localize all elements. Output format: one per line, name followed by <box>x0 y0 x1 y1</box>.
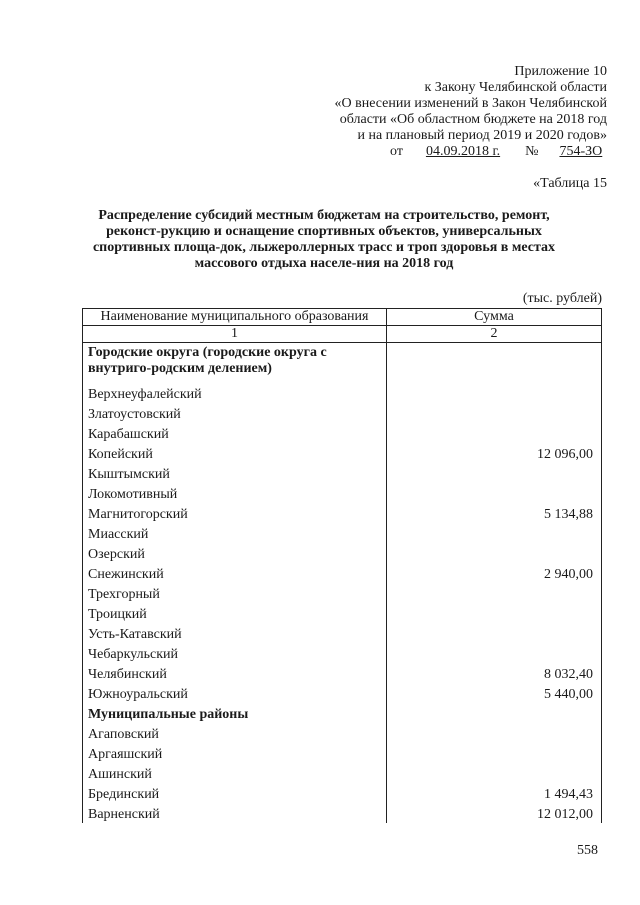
subsidy-amount <box>387 703 602 723</box>
municipality-name: Магнитогорский <box>83 503 387 523</box>
law-name-line-3: и на плановый период 2019 и 2020 годов» <box>357 128 607 143</box>
subsidy-table <box>82 308 602 823</box>
table-row <box>83 383 602 403</box>
municipality-name: Усть-Катавский <box>83 623 387 643</box>
table-row <box>83 543 602 563</box>
municipality-name: Локомотивный <box>83 483 387 503</box>
municipality-name: Троицкий <box>83 603 387 623</box>
unit-label: (тыс. рублей) <box>522 291 602 306</box>
law-date-number <box>390 144 602 160</box>
subsidy-amount <box>387 763 602 783</box>
subsidy-amount <box>387 343 602 384</box>
municipality-name: Челябинский <box>83 663 387 683</box>
municipality-name: Озерский <box>83 543 387 563</box>
table-row <box>83 743 602 763</box>
subsidy-amount: 5 134,88 <box>387 503 602 523</box>
municipality-name: Аргаяшский <box>83 743 387 763</box>
table-row <box>83 503 602 523</box>
table-row <box>83 483 602 503</box>
municipality-name: Снежинский <box>83 563 387 583</box>
municipality-name: Карабашский <box>83 423 387 443</box>
subsidy-amount <box>387 463 602 483</box>
column-number-1: 1 <box>83 326 387 343</box>
municipality-name: Верхнеуфалейский <box>83 383 387 403</box>
municipality-name: Ашинский <box>83 763 387 783</box>
table-row <box>83 763 602 783</box>
municipality-name: Трехгорный <box>83 583 387 603</box>
column-number-2: 2 <box>387 326 602 343</box>
subsidy-amount <box>387 623 602 643</box>
subsidy-amount <box>387 743 602 763</box>
subsidy-amount: 8 032,40 <box>387 663 602 683</box>
number-label: № <box>525 144 539 159</box>
municipality-name: Чебаркульский <box>83 643 387 663</box>
subsidy-amount <box>387 523 602 543</box>
column-header-sum: Сумма <box>387 309 602 326</box>
column-header-name: Наименование муниципального образования <box>83 309 387 326</box>
document-title: Распределение субсидий местным бюджетам на строительство, ремонт, реконст-рукцию и оснащение спортивных объектов, универсальных спортивных площа-док, лыжероллерных трасс и троп здоровья в местах массового отдыха населе-ния на 2018 год <box>92 208 556 271</box>
from-label: от <box>390 144 403 159</box>
subsidy-amount <box>387 403 602 423</box>
subsidy-amount: 2 940,00 <box>387 563 602 583</box>
table-header-row <box>83 309 602 326</box>
table-row <box>83 523 602 543</box>
table-row <box>83 623 602 643</box>
law-name-line-1: «О внесении изменений в Закон Челябинской <box>334 96 607 111</box>
table-row <box>83 603 602 623</box>
law-name-line-2: области «Об областном бюджете на 2018 год <box>339 112 607 127</box>
table-row <box>83 403 602 423</box>
table-group-row <box>83 703 602 723</box>
municipality-name: Брединский <box>83 783 387 803</box>
law-date: 04.09.2018 г. <box>425 144 501 159</box>
subsidy-amount <box>387 603 602 623</box>
subsidy-amount: 12 096,00 <box>387 443 602 463</box>
municipality-name: Варненский <box>83 803 387 823</box>
table-row <box>83 663 602 683</box>
subsidy-amount <box>387 643 602 663</box>
municipality-name: Златоустовский <box>83 403 387 423</box>
subsidy-amount <box>387 723 602 743</box>
table-row <box>83 683 602 703</box>
subsidy-amount <box>387 543 602 563</box>
municipality-name: Городские округа (городские округа с внутриго-родским делением) <box>83 343 387 384</box>
table-row <box>83 783 602 803</box>
table-row <box>83 423 602 443</box>
subsidy-amount: 12 012,00 <box>387 803 602 823</box>
table-row <box>83 443 602 463</box>
municipality-name: Миасский <box>83 523 387 543</box>
table-row <box>83 643 602 663</box>
municipality-name: Кыштымский <box>83 463 387 483</box>
table-row <box>83 723 602 743</box>
subsidy-amount <box>387 383 602 403</box>
subsidy-amount <box>387 483 602 503</box>
subsidy-amount <box>387 583 602 603</box>
subsidy-amount <box>387 423 602 443</box>
municipality-name: Копейский <box>83 443 387 463</box>
municipality-name: Южноуральский <box>83 683 387 703</box>
table-row <box>83 583 602 603</box>
subsidy-amount: 1 494,43 <box>387 783 602 803</box>
column-number-row <box>83 326 602 343</box>
law-reference: к Закону Челябинской области <box>424 80 607 95</box>
municipality-name: Муниципальные районы <box>83 703 387 723</box>
subsidy-amount: 5 440,00 <box>387 683 602 703</box>
law-number: 754-ЗО <box>559 144 603 159</box>
table-row <box>83 803 602 823</box>
table-number: «Таблица 15 <box>533 176 607 191</box>
municipality-name: Агаповский <box>83 723 387 743</box>
table-row <box>83 463 602 483</box>
page-number: 558 <box>577 843 598 858</box>
table-row <box>83 563 602 583</box>
table-group-row <box>83 343 602 384</box>
appendix-title: Приложение 10 <box>514 64 607 79</box>
